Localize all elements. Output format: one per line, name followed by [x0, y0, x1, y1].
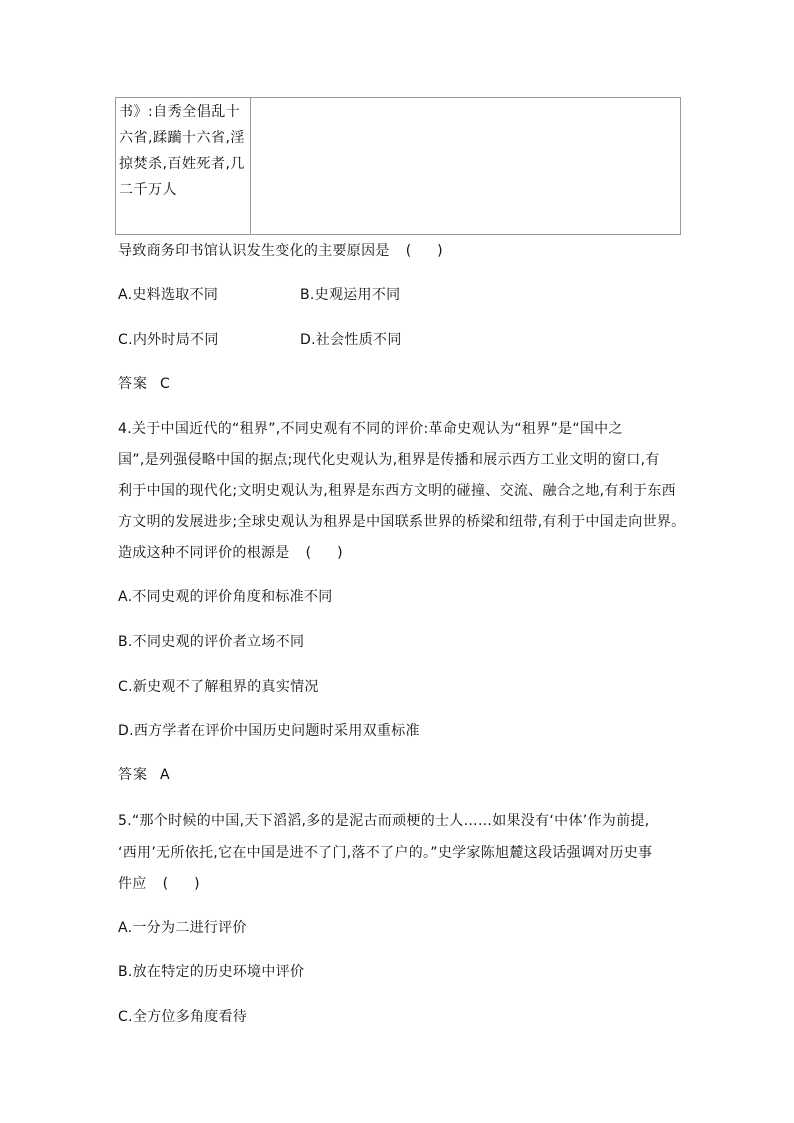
q5-option-c: C.全方位多角度看待: [118, 1009, 248, 1025]
q4-option-a: A.不同史观的评价角度和标准不同: [118, 589, 333, 605]
q5-stem-end: 件应 ( ): [118, 876, 206, 892]
source-cell: [116, 98, 251, 235]
q3-answer: 答案 C: [118, 376, 171, 392]
answer-bracket: ( ): [305, 545, 349, 561]
answer-bracket: ( ): [162, 876, 206, 892]
q4-option-c: C.新史观不了解租界的真实情况: [118, 679, 319, 695]
empty-cell: [251, 98, 681, 235]
q4-line: 国”,是列强侵略中国的据点;现代化史观认为,租界是传播和展示西方工业文明的窗口,有: [118, 452, 660, 468]
q4-line: 4.关于中国近代的“租界”,不同史观有不同的评价:革命史观认为“租界”是“国中之: [118, 421, 623, 437]
q5-line: ‘西用’无所依托,它在中国是进不了门,落不了户的。”史学家陈旭麓这段话强调对历史事: [118, 845, 653, 861]
q3-option-b: B.史观运用不同: [300, 287, 401, 303]
q4-line: 方文明的发展进步;全球史观认为租界是中国联系世界的桥梁和纽带,有利于中国走向世界。: [118, 514, 686, 530]
q3-stem: 导致商务印书馆认识发生变化的主要原因是 ( ): [118, 243, 449, 259]
q4-option-b: B.不同史观的评价者立场不同: [118, 634, 305, 650]
q4-answer: 答案 A: [118, 767, 170, 783]
source-line: 书》:自秀全倡乱十: [119, 104, 241, 120]
q5-option-b: B.放在特定的历史环境中评价: [118, 964, 305, 980]
q3-option-c: C.内外时局不同: [118, 332, 219, 348]
q4-stem-end: 造成这种不同评价的根源是 ( ): [118, 545, 349, 561]
q3-option-a: A.史料选取不同: [118, 287, 219, 303]
q4-line: 利于中国的现代化;文明史观认为,租界是东西方文明的碰撞、交流、融合之地,有利于东西: [118, 483, 676, 499]
q4-option-d: D.西方学者在评价中国历史问题时采用双重标准: [118, 723, 420, 739]
q5-option-a: A.一分为二进行评价: [118, 920, 247, 936]
q3-option-d: D.社会性质不同: [300, 332, 402, 348]
source-line: 掠焚杀,百姓死者,几: [119, 156, 245, 172]
q5-line: 5.“那个时候的中国,天下滔滔,多的是泥古而顽梗的士人……如果没有‘中体’作为前提,: [118, 813, 650, 829]
source-line: 六省,蹂躏十六省,淫: [119, 130, 245, 146]
source-table: [115, 97, 681, 235]
answer-bracket: ( ): [405, 243, 449, 259]
source-line: 二千万人: [119, 182, 177, 198]
